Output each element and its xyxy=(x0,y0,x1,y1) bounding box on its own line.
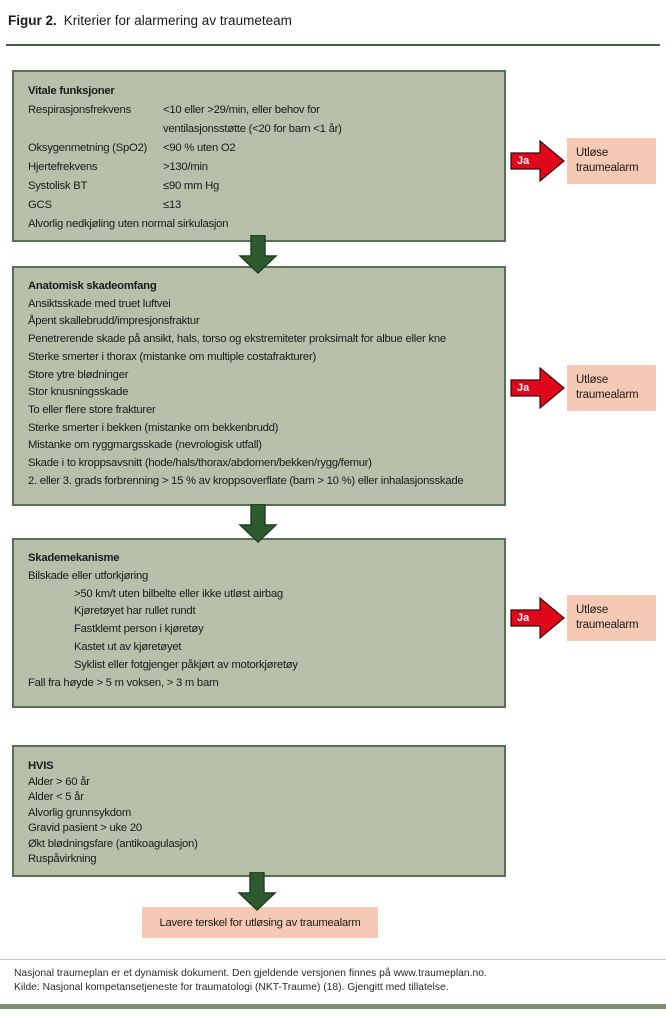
ja-callout-1 xyxy=(510,138,656,184)
box-vitale-funksjoner xyxy=(12,70,506,242)
vital-label: GCS xyxy=(28,199,52,211)
down-arrow-icon xyxy=(238,235,278,275)
utlose-traumealarm-box xyxy=(567,138,656,184)
utlose-traumealarm-label: Utløse traumealarm xyxy=(576,147,639,174)
figure-number: Figur 2. xyxy=(8,13,57,28)
list-item: Åpent skallebrudd/impresjonsfraktur xyxy=(28,315,200,328)
footnote-line-2: Kilde: Nasjonal kompetansetjeneste for traumatologi (NKT-Traume) (18). Gjengitt med tillatelse. xyxy=(14,982,449,994)
vital-label: Hjertefrekvens xyxy=(28,161,98,173)
lavere-terskel-label: Lavere terskel for utløsing av traumealarm xyxy=(159,916,361,929)
vital-row-gcs xyxy=(28,196,490,215)
list-item: Alder > 60 år xyxy=(28,775,90,788)
list-item: Stor knusningsskade xyxy=(28,386,129,399)
list-item: Sterke smerter i thorax (mistanke om multiple costafrakturer) xyxy=(28,350,316,363)
list-item: Penetrerende skade på ansikt, hals, torso og ekstremiteter proksimalt for albue eller kne xyxy=(28,333,446,346)
figure-caption: Kriterier for alarmering av traumeteam xyxy=(63,13,292,28)
down-arrow-icon xyxy=(238,504,278,544)
list-item: Syklist eller fotgjenger påkjørt av motorkjøretøy xyxy=(74,658,298,671)
ja-right-arrow-icon xyxy=(510,596,566,640)
ja-label: Ja xyxy=(517,382,530,394)
ja-label: Ja xyxy=(517,155,530,167)
list-item: Alder < 5 år xyxy=(28,791,84,803)
vital-row-hjertefrekvens xyxy=(28,158,490,177)
list-item: Ansiktsskade med truet luftvei xyxy=(28,297,171,310)
list-item: >50 km/t uten bilbelte eller ikke utløst airbag xyxy=(74,587,283,600)
utlose-traumealarm-box xyxy=(567,365,656,411)
box-heading-skademekanisme: Skademekanisme xyxy=(28,552,120,564)
ja-right-arrow-icon xyxy=(510,366,566,410)
vital-value-line: ventilasjonsstøtte (<20 for barn <1 år) xyxy=(163,123,342,135)
utlose-traumealarm-box xyxy=(567,595,656,641)
vital-value-line: <10 eller >29/min, eller behov for xyxy=(163,104,320,116)
list-item: Fastklemt person i kjøretøy xyxy=(74,623,204,636)
list-item: 2. eller 3. grads forbrenning > 15 % av kroppsoverflate (barn > 10 %) eller inhalasjonsskade xyxy=(28,474,464,487)
utlose-traumealarm-label: Utløse traumealarm xyxy=(576,604,639,631)
list-item: Økt blødningsfare (antikoagulasjon) xyxy=(28,837,198,850)
list-item: Kastet ut av kjøretøyet xyxy=(74,640,182,653)
vital-value: <90 % uten O2 xyxy=(163,142,236,154)
down-arrow-icon xyxy=(237,872,277,912)
list-item: Skade i to kroppsavsnitt (hode/hals/thorax/abdomen/bekken/rygg/femur) xyxy=(28,457,372,470)
list-item: Fall fra høyde > 5 m voksen, > 3 m barn xyxy=(28,676,219,689)
list-item: Gravid pasient > uke 20 xyxy=(28,822,142,834)
list-item: Sterke smerter i bekken (mistanke om bekkenbrudd) xyxy=(28,421,279,434)
vital-label: Oksygenmetning (SpO2) xyxy=(28,142,148,154)
ja-right-arrow-icon xyxy=(510,139,566,183)
list-item: Alvorlig grunnsykdom xyxy=(28,806,131,819)
vital-value: ≤13 xyxy=(163,199,182,211)
vital-row-oksygenmetning xyxy=(28,139,490,158)
vital-label: Respirasjonsfrekvens xyxy=(28,104,131,116)
box-anatomisk-skadeomfang xyxy=(12,266,506,506)
list-item: Ruspåvirkning xyxy=(28,853,97,865)
vital-row-respirasjonsfrekvens xyxy=(28,101,490,139)
vital-note: Alvorlig nedkjøling uten normal sirkulasjon xyxy=(28,218,229,230)
footer-rule xyxy=(0,959,666,960)
box-heading-anatomisk-skadeomfang: Anatomisk skadeomfang xyxy=(28,280,157,292)
box-heading-vitale-funksjoner: Vitale funksjoner xyxy=(28,85,115,97)
footnote-line-1: Nasjonal traumeplan er et dynamisk dokument. Den gjeldende versjonen finnes på www.traumeplan.no. xyxy=(14,968,487,979)
list-item: Bilskade eller utforkjøring xyxy=(28,569,149,582)
vital-value: ≤90 mm Hg xyxy=(163,180,220,192)
box-skademekanisme xyxy=(12,538,506,708)
box-hvis xyxy=(12,745,506,877)
ja-callout-2 xyxy=(510,365,656,411)
list-item: Store ytre blødninger xyxy=(28,368,129,381)
vital-row-systolisk-bt xyxy=(28,177,490,196)
figure-title xyxy=(8,13,292,28)
vital-label: Systolisk BT xyxy=(28,180,88,192)
title-rule xyxy=(6,44,660,46)
ja-label: Ja xyxy=(517,612,530,624)
vital-value: >130/min xyxy=(163,161,208,173)
list-item: Kjøretøyet har rullet rundt xyxy=(74,605,196,618)
list-item: Mistanke om ryggmargsskade (nevrologisk utfall) xyxy=(28,439,262,452)
box-heading-hvis: HVIS xyxy=(28,760,54,772)
list-item: To eller flere store frakturer xyxy=(28,403,156,416)
bottom-green-bar xyxy=(0,1004,666,1009)
figure-footnote xyxy=(14,967,654,995)
utlose-traumealarm-label: Utløse traumealarm xyxy=(576,374,639,401)
vital-value xyxy=(163,101,490,139)
ja-callout-3 xyxy=(510,595,656,641)
